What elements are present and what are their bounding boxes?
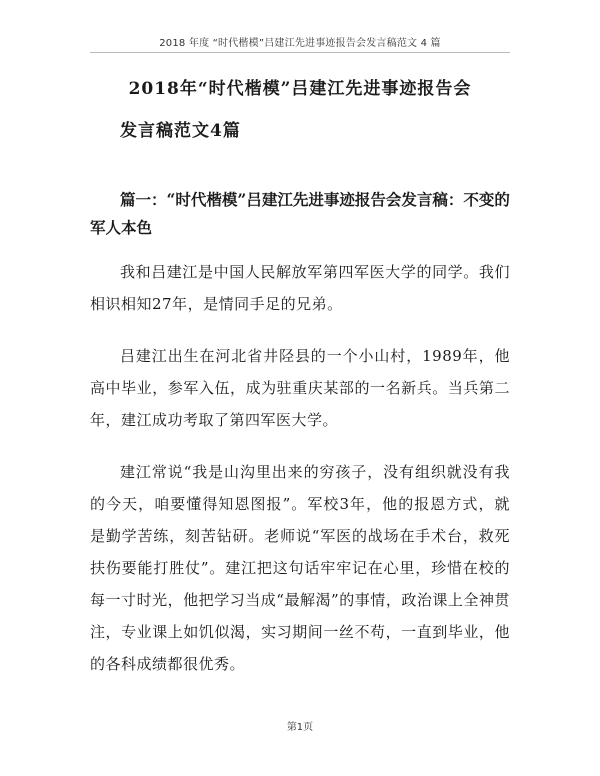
section-heading: 篇一：“时代楷模”吕建江先进事迹报告会发言稿：不变的军人本色 xyxy=(90,190,510,237)
paragraph-2: 吕建江出生在河北省井陉县的一个小山村，1989年，他高中毕业，参军入伍，成为驻重庆某部的一名新兵。当兵第二年，建江成功考取了第四军医大学。 xyxy=(90,347,510,429)
document-subtitle: 发言稿范文4篇 xyxy=(120,121,241,141)
page-header: 2018 年度 “时代楷模”吕建江先进事迹报告会发言稿范文 4 篇 xyxy=(159,38,441,49)
document-title: 2018年“时代楷模”吕建江先进事迹报告会 xyxy=(128,79,472,99)
page-number: 第1页 xyxy=(286,722,314,733)
header-divider xyxy=(90,52,510,53)
document-body xyxy=(90,256,510,700)
paragraph-1: 我和吕建江是中国人民解放军第四军医大学的同学。我们相识相知27年，是情同手足的兄弟。 xyxy=(90,263,510,313)
paragraph-3: 建江常说“我是山沟里出来的穷孩子，没有组织就没有我的今天，咱要懂得知恩图报”。军校3年，他的报恩方式，就是勤学苦练，刻苦钻研。老师说“军医的战场在手术台，救死扶伤要能打胜仗”。建江把这句话牢牢记在心里，珍惜在校的每一寸时光，他把学习当成“最解渴”的事情，政治课上全神贯注，专业课上如饥似渴，实习期间一丝不苟，一直到毕业，他的各科成绩都很优秀。 xyxy=(90,463,510,673)
